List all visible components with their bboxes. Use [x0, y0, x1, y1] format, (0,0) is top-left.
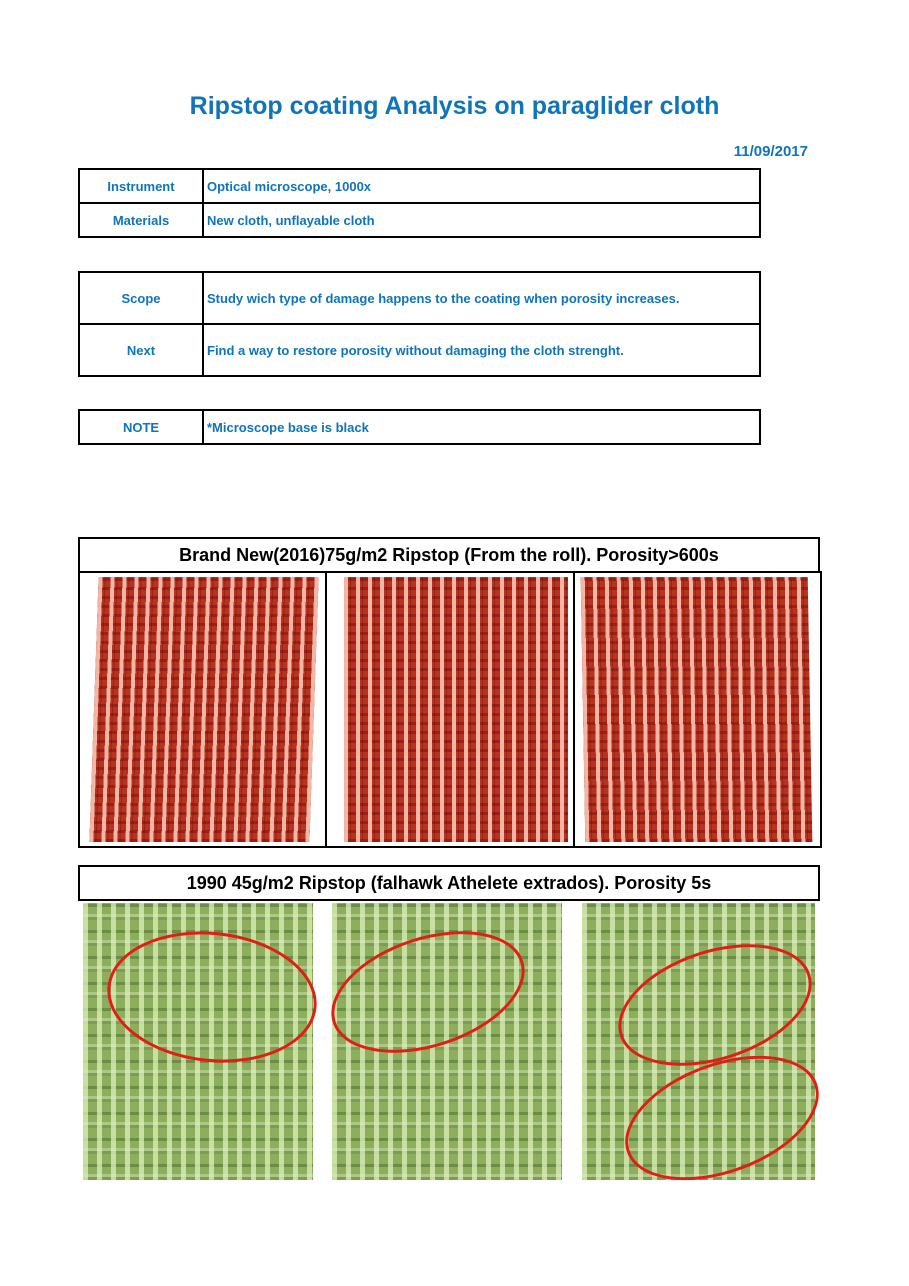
scope-label: Scope — [79, 272, 203, 324]
materials-label: Materials — [79, 203, 203, 237]
table-row — [79, 410, 760, 444]
info-table-scope — [78, 271, 761, 377]
instrument-value: Optical microscope, 1000x — [203, 169, 760, 203]
note-label: NOTE — [79, 410, 203, 444]
page-title: Ripstop coating Analysis on paraglider cloth — [189, 92, 720, 120]
section-new-title: Brand New(2016)75g/m2 Ripstop (From the roll). Porosity>600s — [78, 537, 820, 573]
red-ripstop-photo-2 — [344, 577, 568, 842]
table-row — [79, 324, 760, 376]
divider — [573, 571, 575, 848]
section-old-title: 1990 45g/m2 Ripstop (falhawk Athelete extrados). Porosity 5s — [78, 865, 820, 901]
materials-value: New cloth, unflayable cloth — [203, 203, 760, 237]
instrument-label: Instrument — [79, 169, 203, 203]
divider — [325, 571, 327, 848]
scope-value: Study wich type of damage happens to the coating when porosity increases. — [203, 272, 760, 324]
info-table-note — [78, 409, 761, 445]
red-ripstop-photo-1 — [89, 577, 318, 842]
red-ripstop-photo-3 — [581, 577, 813, 842]
table-row — [79, 272, 760, 324]
report-date: 11/09/2017 — [733, 143, 808, 160]
table-row — [79, 203, 760, 237]
next-label: Next — [79, 324, 203, 376]
table-row — [79, 169, 760, 203]
note-value: *Microscope base is black — [203, 410, 760, 444]
info-table-instrument — [78, 168, 761, 238]
next-value: Find a way to restore porosity without damaging the cloth strenght. — [203, 324, 760, 376]
